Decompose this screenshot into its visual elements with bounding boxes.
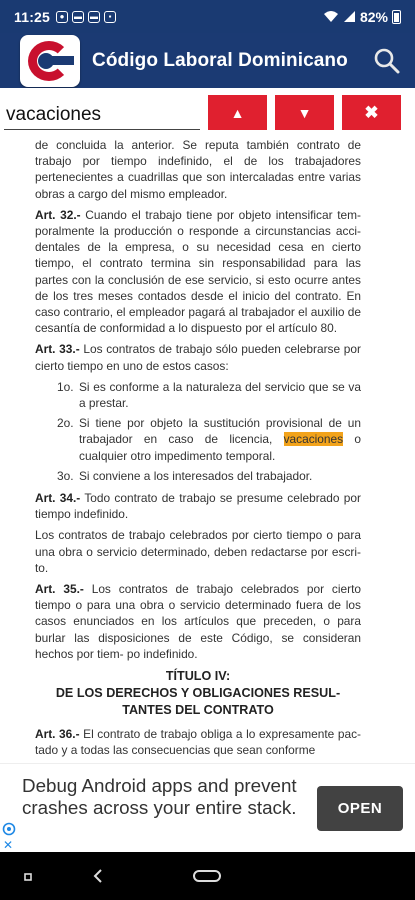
find-next-button[interactable]: [275, 95, 334, 130]
search-match-highlight: vacaciones: [283, 432, 344, 447]
system-status: [323, 9, 401, 25]
title-line: TÍTULO IV:: [165, 669, 231, 684]
list-number: 1o.: [57, 379, 74, 394]
paragraph: de concluida la anterior. Se reputa también contrato de trabajo por tiempo indefinido, el de los trabajadores pertenecientes a cuadrillas que son intercaladas entre varias obras a cargo del mismo empleador.: [35, 139, 361, 201]
article-35: [35, 581, 361, 662]
list-text: Si es conforme a la naturaleza del servicio que se va a prestar.: [79, 379, 361, 411]
navigation-bar: [0, 852, 415, 900]
recent-apps-icon[interactable]: [22, 871, 34, 883]
ad-info-icon[interactable]: [2, 822, 16, 836]
section-title: [35, 668, 361, 719]
status-bar: [0, 0, 415, 33]
status-time: 11:25: [14, 8, 51, 25]
list-number: 2o.: [57, 416, 74, 431]
find-previous-button[interactable]: [208, 95, 267, 130]
article-36: [35, 726, 361, 758]
article-34: [35, 490, 361, 522]
ad-open-button[interactable]: OPEN: [317, 786, 403, 831]
app-bar: [0, 33, 415, 88]
list-text: Si conviene a los interesados del trabajador.: [79, 468, 313, 483]
list-item: [35, 415, 361, 464]
article-label: Art. 33.-: [35, 342, 80, 357]
notification-icon: ▬: [90, 12, 99, 21]
article-text: Los contratos de trabajo sólo pueden celebrarse por cierto tiempo en uno de estos casos:: [35, 342, 361, 373]
title-line: DE LOS DERECHOS Y OBLIGACIONES RESUL-: [55, 686, 341, 701]
battery-percent: 82%: [359, 8, 388, 25]
notification-icon: ▪: [104, 11, 116, 23]
list-item: [35, 468, 361, 484]
notification-icon: ▬: [74, 12, 83, 21]
list-item: [35, 379, 361, 411]
text-after-match: o cualquier otro impedimento temporal.: [79, 432, 361, 463]
back-icon[interactable]: [92, 869, 104, 883]
title-line: TANTES DEL CONTRATO: [122, 703, 274, 718]
list-number: 3o.: [57, 468, 74, 483]
app-title: Código Laboral Dominicano: [92, 49, 348, 71]
article-label: Art. 32.-: [35, 207, 81, 222]
article-33: [35, 341, 361, 373]
article-text: Los contratos de trabajo celebrados por cierto tiempo o para una obra o servicio determinado fuera de los casos enunciados en los artículos que preceden, o para burlar las disposiciones de este Código, se consideran hechos por tiem- po indefinido.: [35, 582, 361, 661]
find-close-button[interactable]: [342, 95, 401, 130]
ad-text: Debug Android apps and prevent crashes across your entire stack.: [22, 775, 297, 818]
text-before-match: Si tiene por objeto la sustitución provisional de un trabajador en caso de licencia,: [79, 416, 361, 447]
wifi-icon: [323, 10, 339, 23]
article-text: El contrato de trabajo obliga a lo expresamente pac- tado y a todas las consecuencias que sean conforme: [35, 727, 362, 758]
list-text: [79, 415, 361, 464]
paragraph: Los contratos de trabajo celebrados por cierto tiempo o para una obra o servicio determinado, deben redactarse por escri- to.: [35, 528, 361, 575]
find-bar: [0, 88, 415, 139]
document-content[interactable]: [0, 139, 415, 763]
article-text: Todo contrato de trabajo se presume celebrado por tiempo indefinido.: [35, 491, 361, 522]
battery-icon: [392, 10, 401, 24]
find-input[interactable]: [4, 100, 200, 130]
article-label: Art. 36.-: [35, 727, 80, 742]
ad-close-icon[interactable]: ✕: [3, 838, 14, 852]
article-label: Art. 35.-: [35, 582, 84, 597]
search-icon[interactable]: [373, 47, 401, 75]
arrow-down-icon: ▼: [297, 104, 312, 121]
home-icon[interactable]: [192, 869, 222, 883]
app-logo: [20, 35, 80, 87]
notification-icon: ●: [56, 11, 68, 23]
arrow-up-icon: ▲: [230, 104, 245, 121]
close-icon: ✖: [364, 102, 379, 122]
signal-icon: [343, 10, 356, 23]
notification-icons: [56, 11, 116, 23]
article-label: Art. 34.-: [35, 491, 81, 506]
article-text: Cuando el trabajo tiene por objeto intensificar tem- poralmente la producción o responde a circunstancias acci- dentales de la empresa, o su necesidad cesa en cierto tiempo, el contrato termina sin responsabilidad para las partes con la conclusión de ese servicio, si esto ocurre antes de los tres meses contados desde el inicio del contrato. En caso contrario, el empleador pagará al trabajador el auxilio de cesantía de conformidad a lo dispuesto por el artículo 80.: [35, 207, 361, 336]
article-32: [35, 207, 361, 337]
ad-banner[interactable]: [0, 763, 415, 852]
